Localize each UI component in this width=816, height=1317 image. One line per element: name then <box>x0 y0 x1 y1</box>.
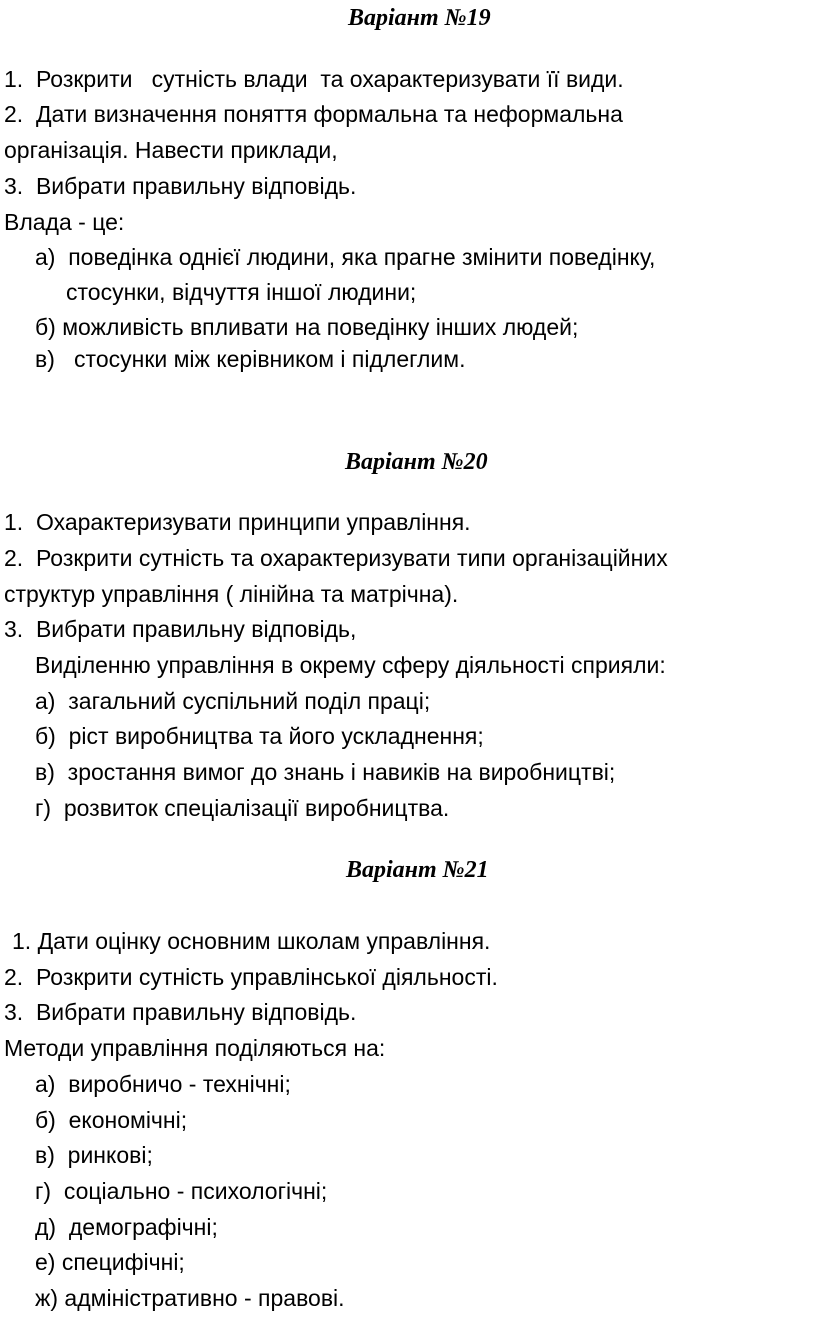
variant-19-item-2: 2. Дати визначення поняття формальна та неформальна <box>4 101 623 127</box>
variant-19-item-3: 3. Вибрати правильну відповідь. <box>4 173 357 199</box>
variant-21-item-1: 1. Дати оцінку основним школам управління. <box>12 928 491 954</box>
variant-21-option-e: д) демографічні; <box>35 1214 218 1240</box>
variant-19-option-b: б) можливість впливати на поведінку інших людей; <box>35 314 579 340</box>
variant-20-title: Варіант №20 <box>345 449 488 475</box>
variant-21-option-d: г) соціально - психологічні; <box>35 1178 328 1204</box>
variant-19-title: Варіант №19 <box>348 5 491 31</box>
variant-20-item-1: 1. Охарактеризувати принципи управління. <box>4 509 471 535</box>
variant-21-item-2: 2. Розкрити сутність управлінської діяльності. <box>4 964 498 990</box>
variant-19-option-a-cont: стосунки, відчуття іншої людини; <box>66 279 417 305</box>
variant-21-option-f: е) специфічні; <box>35 1249 185 1275</box>
variant-21-title: Варіант №21 <box>346 857 489 883</box>
variant-19-option-c: в) стосунки між керівником і підлеглим. <box>35 346 466 372</box>
variant-20-item-2-cont: структур управління ( лінійна та матрічна). <box>4 581 459 607</box>
variant-20-option-a: а) загальний суспільний поділ праці; <box>35 688 431 714</box>
variant-21-item-3: 3. Вибрати правильну відповідь. <box>4 999 357 1025</box>
variant-21-option-b: б) економічні; <box>35 1107 188 1133</box>
variant-20-item-3: 3. Вибрати правильну відповідь, <box>4 616 357 642</box>
variant-19-item-1: 1. Розкрити сутність влади та охарактеризувати її види. <box>4 66 624 92</box>
variant-19-option-a: а) поведінка однієї людини, яка прагне змінити поведінку, <box>35 244 656 270</box>
variant-20-question: Виділенню управління в окрему сферу діяльності сприяли: <box>35 652 666 678</box>
variant-19-question: Влада - це: <box>4 209 125 235</box>
variant-21-option-a: а) виробничо - технічні; <box>35 1071 291 1097</box>
variant-20-option-d: г) розвиток спеціалізації виробництва. <box>35 795 450 821</box>
variant-21-option-c: в) ринкові; <box>35 1142 153 1168</box>
variant-20-option-b: б) ріст виробництва та його ускладнення; <box>35 723 484 749</box>
variant-19-item-2-cont: організація. Навести приклади, <box>4 137 338 163</box>
variant-21-question: Методи управління поділяються на: <box>4 1035 386 1061</box>
variant-20-option-c: в) зростання вимог до знань і навиків на виробництві; <box>35 759 616 785</box>
variant-20-item-2: 2. Розкрити сутність та охарактеризувати типи організаційних <box>4 545 668 571</box>
variant-21-option-g: ж) адміністративно - правові. <box>35 1285 345 1311</box>
